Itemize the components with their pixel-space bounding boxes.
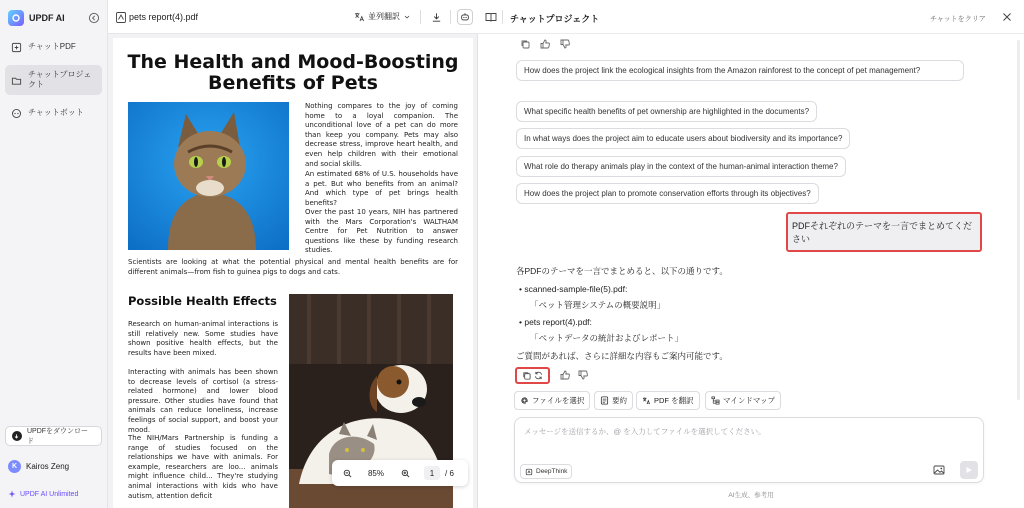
download-pdf-button[interactable] xyxy=(429,10,443,24)
download-icon xyxy=(431,12,442,23)
copy-icon[interactable] xyxy=(522,371,531,380)
chat-pdf-icon xyxy=(11,42,22,53)
user-message xyxy=(786,212,982,252)
user-name: Kairos Zeng xyxy=(26,462,70,471)
pdf-filename: pets report(4).pdf xyxy=(129,12,199,22)
document-title-line: Benefits of Pets xyxy=(207,72,378,94)
sidebar-item-chat-project[interactable] xyxy=(5,65,102,95)
translate-label: 並列翻訳 xyxy=(368,12,400,21)
avatar: K xyxy=(8,460,21,473)
suggested-question[interactable]: How does the project link the ecological insights from the Amazon rainforest to the concept of pet management? xyxy=(516,60,964,81)
deepthink-icon xyxy=(525,468,533,476)
pdf-viewer xyxy=(108,0,478,508)
ai-assistant-button[interactable] xyxy=(457,9,473,25)
translate-icon xyxy=(642,396,651,405)
suggested-question[interactable]: How does the project plan to promote conservation efforts through its objectives? xyxy=(516,183,819,204)
translate-icon xyxy=(354,11,365,22)
select-file-button[interactable] xyxy=(514,391,590,410)
user-profile[interactable] xyxy=(8,460,69,473)
close-icon[interactable] xyxy=(1002,12,1012,22)
robot-icon xyxy=(460,12,470,22)
mind-map-button[interactable] xyxy=(705,391,781,410)
document-title xyxy=(113,52,473,94)
suggested-question[interactable]: What specific health benefits of pet ownership are highlighted in the documents? xyxy=(516,101,817,122)
paragraph: Scientists are looking at what the potential physical and mental health benefits are for different animals—from fish to guinea pigs to dogs and cats. xyxy=(128,258,458,276)
book-icon[interactable] xyxy=(485,11,497,23)
mind-map-icon xyxy=(711,396,720,405)
paragraph: An estimated 68% of U.S. households have a pet. But who benefits from an animal? And which type of pet brings health benefits? xyxy=(305,170,458,207)
zoom-out-icon xyxy=(343,469,352,478)
sidebar-item-label: チャットプロジェクト xyxy=(28,70,92,89)
pdf-page[interactable] xyxy=(113,38,473,508)
ai-disclaimer: AI生成、参考用 xyxy=(728,492,774,499)
message-input-box[interactable] xyxy=(514,417,984,483)
at-sign-icon xyxy=(520,396,529,405)
zoom-in-button[interactable] xyxy=(398,466,412,480)
collapse-sidebar-icon[interactable] xyxy=(88,12,100,24)
chat-scrollbar[interactable] xyxy=(1017,40,1020,400)
chat-panel xyxy=(478,0,1024,508)
sidebar-item-label: チャットPDF xyxy=(28,42,76,51)
summarize-button[interactable] xyxy=(594,391,633,410)
suggested-question[interactable]: What role do therapy animals play in the context of the human-animal interaction theme? xyxy=(516,156,846,177)
section-heading: Possible Health Effects xyxy=(128,294,277,308)
chevron-down-icon xyxy=(403,13,411,21)
summary-icon xyxy=(600,396,609,405)
pdf-file-icon xyxy=(116,12,126,23)
page-total: / 6 xyxy=(445,468,454,478)
chat-header xyxy=(478,0,1024,34)
message-actions xyxy=(520,39,570,49)
zoom-level[interactable]: 85% xyxy=(367,468,384,478)
message-input[interactable]: メッセージを送信するか、@ を入力してファイルを選択してください。 xyxy=(524,427,766,436)
download-updf-button[interactable] xyxy=(5,426,102,446)
sidebar-item-chatbot[interactable] xyxy=(5,104,102,122)
regenerate-icon[interactable] xyxy=(534,371,543,380)
sparkle-icon xyxy=(8,490,16,498)
zoom-out-button[interactable] xyxy=(340,466,354,480)
sidebar-item-label: チャットボット xyxy=(28,108,84,117)
suggested-question[interactable]: In what ways does the project aim to educate users about biodiversity and its importance? xyxy=(516,128,850,149)
sidebar-item-chat-pdf[interactable] xyxy=(5,38,102,56)
thumbs-down-icon[interactable] xyxy=(560,39,570,49)
brand[interactable] xyxy=(8,10,65,26)
updf-logo-icon xyxy=(8,10,24,26)
pdf-toolbar xyxy=(108,0,478,34)
answer-list-item: • scanned-sample-file(5).pdf: xyxy=(519,284,628,294)
answer-copy-regenerate xyxy=(515,367,550,384)
paragraph: Research on human-animal interactions is still relatively new. Some studies have shown positive health effects, but the results have been mixed. xyxy=(128,320,278,357)
thumbs-up-icon[interactable] xyxy=(560,370,570,380)
thumbs-down-icon[interactable] xyxy=(578,370,588,380)
chatbot-icon xyxy=(11,108,22,119)
zoom-controls xyxy=(332,460,468,486)
tool-label: PDF を翻訳 xyxy=(654,396,694,405)
plan-label: UPDF AI Unlimited xyxy=(20,490,79,498)
thumbs-up-icon[interactable] xyxy=(540,39,550,49)
answer-theme: 「ペットデータの統計およびレポート」 xyxy=(530,333,684,343)
download-icon xyxy=(12,431,22,441)
answer-intro: 各PDFのテーマを一言でまとめると、以下の通りです。 xyxy=(516,266,728,276)
answer-file-name: pets report(4).pdf: xyxy=(524,317,592,327)
toolbar-divider xyxy=(420,10,421,24)
parallel-translate-button[interactable] xyxy=(354,11,411,22)
header-divider xyxy=(502,10,503,24)
toolbar-divider xyxy=(450,10,451,24)
translate-pdf-button[interactable] xyxy=(636,391,700,410)
document-title-line: The Health and Mood-Boosting xyxy=(127,51,459,73)
brand-name: UPDF AI xyxy=(29,13,65,23)
sidebar xyxy=(0,0,108,508)
tool-label: 要約 xyxy=(612,396,627,405)
answer-outro: ご質問があれば、さらに詳細な内容もご案内可能です。 xyxy=(516,351,728,361)
send-button[interactable] xyxy=(960,461,978,479)
copy-icon[interactable] xyxy=(520,39,530,49)
deepthink-label: DeepThink xyxy=(536,468,568,475)
cat-photo xyxy=(128,102,289,250)
chat-title: チャットプロジェクト xyxy=(510,14,600,24)
download-label: UPDFをダウンロード xyxy=(26,428,89,445)
tool-label: ファイルを選択 xyxy=(532,396,585,405)
zoom-in-icon xyxy=(401,469,410,478)
send-icon xyxy=(965,466,973,474)
answer-list-item: • pets report(4).pdf: xyxy=(519,317,592,327)
paragraph: The NIH/Mars Partnership is funding a range of studies focused on the relationships we have with animals. For example, researchers are loo... animals might influence child... They're studying animal interactions with kids who have autism, attention deficit xyxy=(128,434,278,500)
clear-chat-button[interactable]: チャットをクリア xyxy=(930,16,986,23)
image-upload-icon[interactable] xyxy=(933,464,945,476)
plan-badge[interactable] xyxy=(8,490,78,498)
answer-theme: 「ペット管理システムの概要説明」 xyxy=(530,300,666,310)
user-message-text: PDFそれぞれのテーマを一言でまとめてください xyxy=(788,214,980,250)
paragraph: Interacting with animals has been shown to decrease levels of cortisol (a stress-related hormone) and lower blood pressure. Other studies have found that animals can reduce loneliness, increase feelings of social support, and boost your mood. xyxy=(128,368,278,434)
page-number-input[interactable]: 1 xyxy=(424,466,440,480)
paragraph: Nothing compares to the joy of coming home to a loyal companion. The unconditional love of a pet can do more than keep you company. Pets may also decrease stress, improve heart health, and even help children with their emotional and social skills. xyxy=(305,102,458,168)
paragraph: Over the past 10 years, NIH has partnered with the Mars Corporation's WALTHAM Centre for Pet Nutrition to answer questions like these by funding research studies. xyxy=(305,208,458,255)
deepthink-toggle[interactable] xyxy=(520,464,572,479)
tool-label: マインドマップ xyxy=(723,396,776,405)
answer-file-name: scanned-sample-file(5).pdf: xyxy=(524,284,628,294)
folder-icon xyxy=(11,75,22,86)
